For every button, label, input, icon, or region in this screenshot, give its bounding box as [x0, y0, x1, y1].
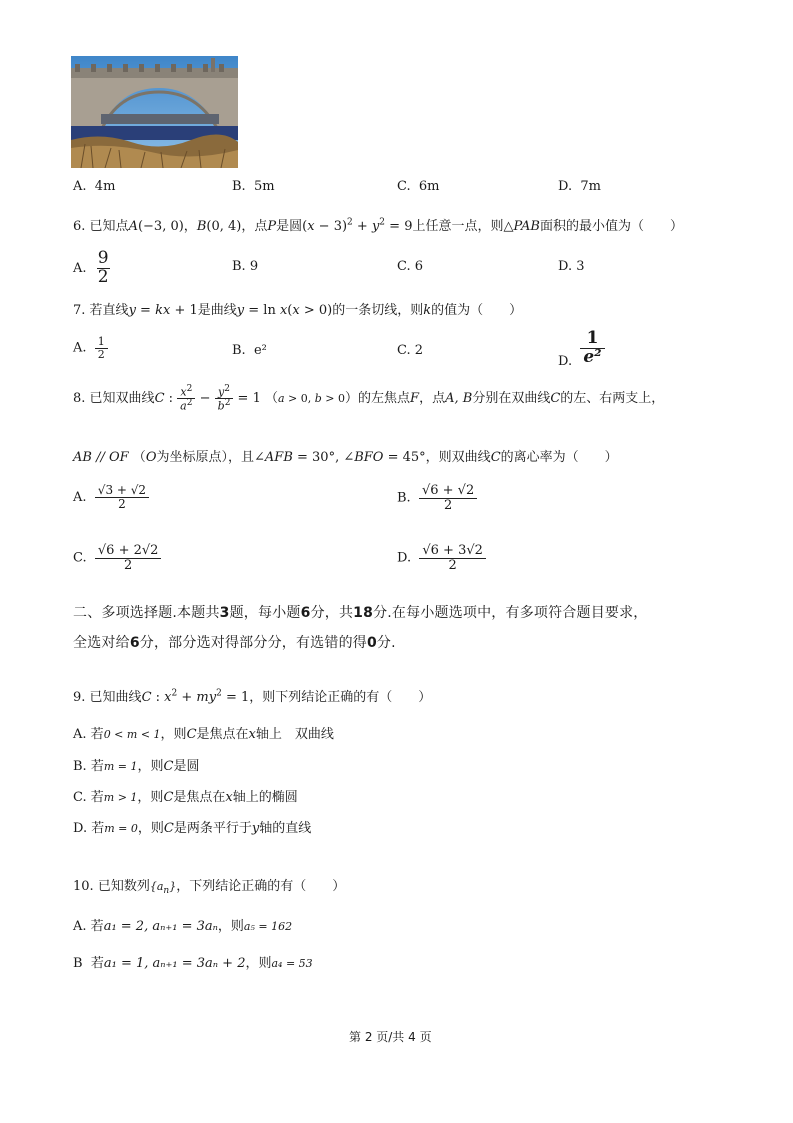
q5-option-d: D. 7m: [558, 179, 601, 194]
q10-option-b: B 若a₁ = 1, aₙ₊₁ = 3aₙ + 2，则a₄ = 53: [73, 956, 313, 971]
q5-option-a: A. 4m: [73, 179, 116, 194]
q9-option-c: C. 若m > 1，则C是焦点在x轴上的椭圆: [73, 790, 298, 805]
q7-option-c: C. 2: [397, 343, 424, 358]
q8-stem-line1: 8. 已知双曲线C : $\frac{x^2}{a^2}$ − $\frac{y^2}{b^2}$ = 1 （a > 0, b > 0）的左焦点F，点A, B分别在双曲线C的左、右两支上，: [73, 384, 665, 413]
q5-option-c: C. 6m: [397, 179, 440, 194]
q7-option-a: A. $\frac{1}{2}$: [73, 336, 108, 360]
q6-option-c: C. 6: [397, 259, 424, 274]
q7-stem: 7. 若直线y = kx + 1是曲线y = ln x(x > 0)的一条切线，则k的值为（ ）: [73, 303, 523, 318]
q8-stem-line2: AB // OF （O为坐标原点），且∠AFB = 30°, ∠BFO = 45°，则双曲线C的离心率为（ ）: [73, 450, 618, 465]
q7-option-d: D. $\frac{1}{\text{e²}}$: [558, 330, 605, 367]
q8-option-b: B. $\frac{√6 + √2}{2}$: [397, 484, 477, 512]
page-footer: 第 2 页/共 4 页: [349, 1030, 432, 1044]
q8-option-a: A. $\frac{√3 + √2}{2}$: [73, 484, 149, 510]
q7-option-b: B. e²: [232, 343, 267, 358]
q9-stem: 9. 已知曲线C : $x^2 + my^2 = 1$，则下列结论正确的有（ ）: [73, 688, 432, 705]
q8-option-c: C. $\frac{√6 + 2√2}{2}$: [73, 544, 161, 572]
q5-option-b: B. 5m: [232, 179, 275, 194]
q9-option-d: D. 若m = 0，则C是两条平行于y轴的直线: [73, 821, 312, 836]
q9-option-a: A. 若0 < m < 1，则C是焦点在x轴上 双曲线: [73, 727, 334, 742]
q6-option-d: D. 3: [558, 259, 585, 274]
section2-instructions-line1: 二、多项选择题.本题共3题，每小题6分，共18分.在每小题选项中，有多项符合题目要求，: [73, 605, 648, 621]
q9-option-b: B. 若m = 1，则C是圆: [73, 759, 200, 774]
q6-option-a: A. $\frac{9}{2}$: [73, 248, 109, 287]
q10-stem: 10. 已知数列$\{a_n\}$，下列结论正确的有（ ）: [73, 879, 346, 897]
q6-stem: 6. 已知点A(−3, 0)，B(0, 4)，点P是圆$(x - 3)^2 + y^2 = 9$上任意一点，则△PAB面积的最小值为（ ）: [73, 217, 683, 234]
q8-option-d: D. $\frac{√6 + 3√2}{2}$: [397, 544, 486, 572]
q6-option-b: B. 9: [232, 259, 259, 274]
q10-option-a: A. 若a₁ = 2, aₙ₊₁ = 3aₙ，则a₅ = 162: [73, 919, 293, 934]
section2-instructions-line2: 全选对给6分，部分选对得部分分，有选错的得0分.: [73, 635, 396, 651]
stone-arch-bridge-photo: [71, 56, 238, 168]
